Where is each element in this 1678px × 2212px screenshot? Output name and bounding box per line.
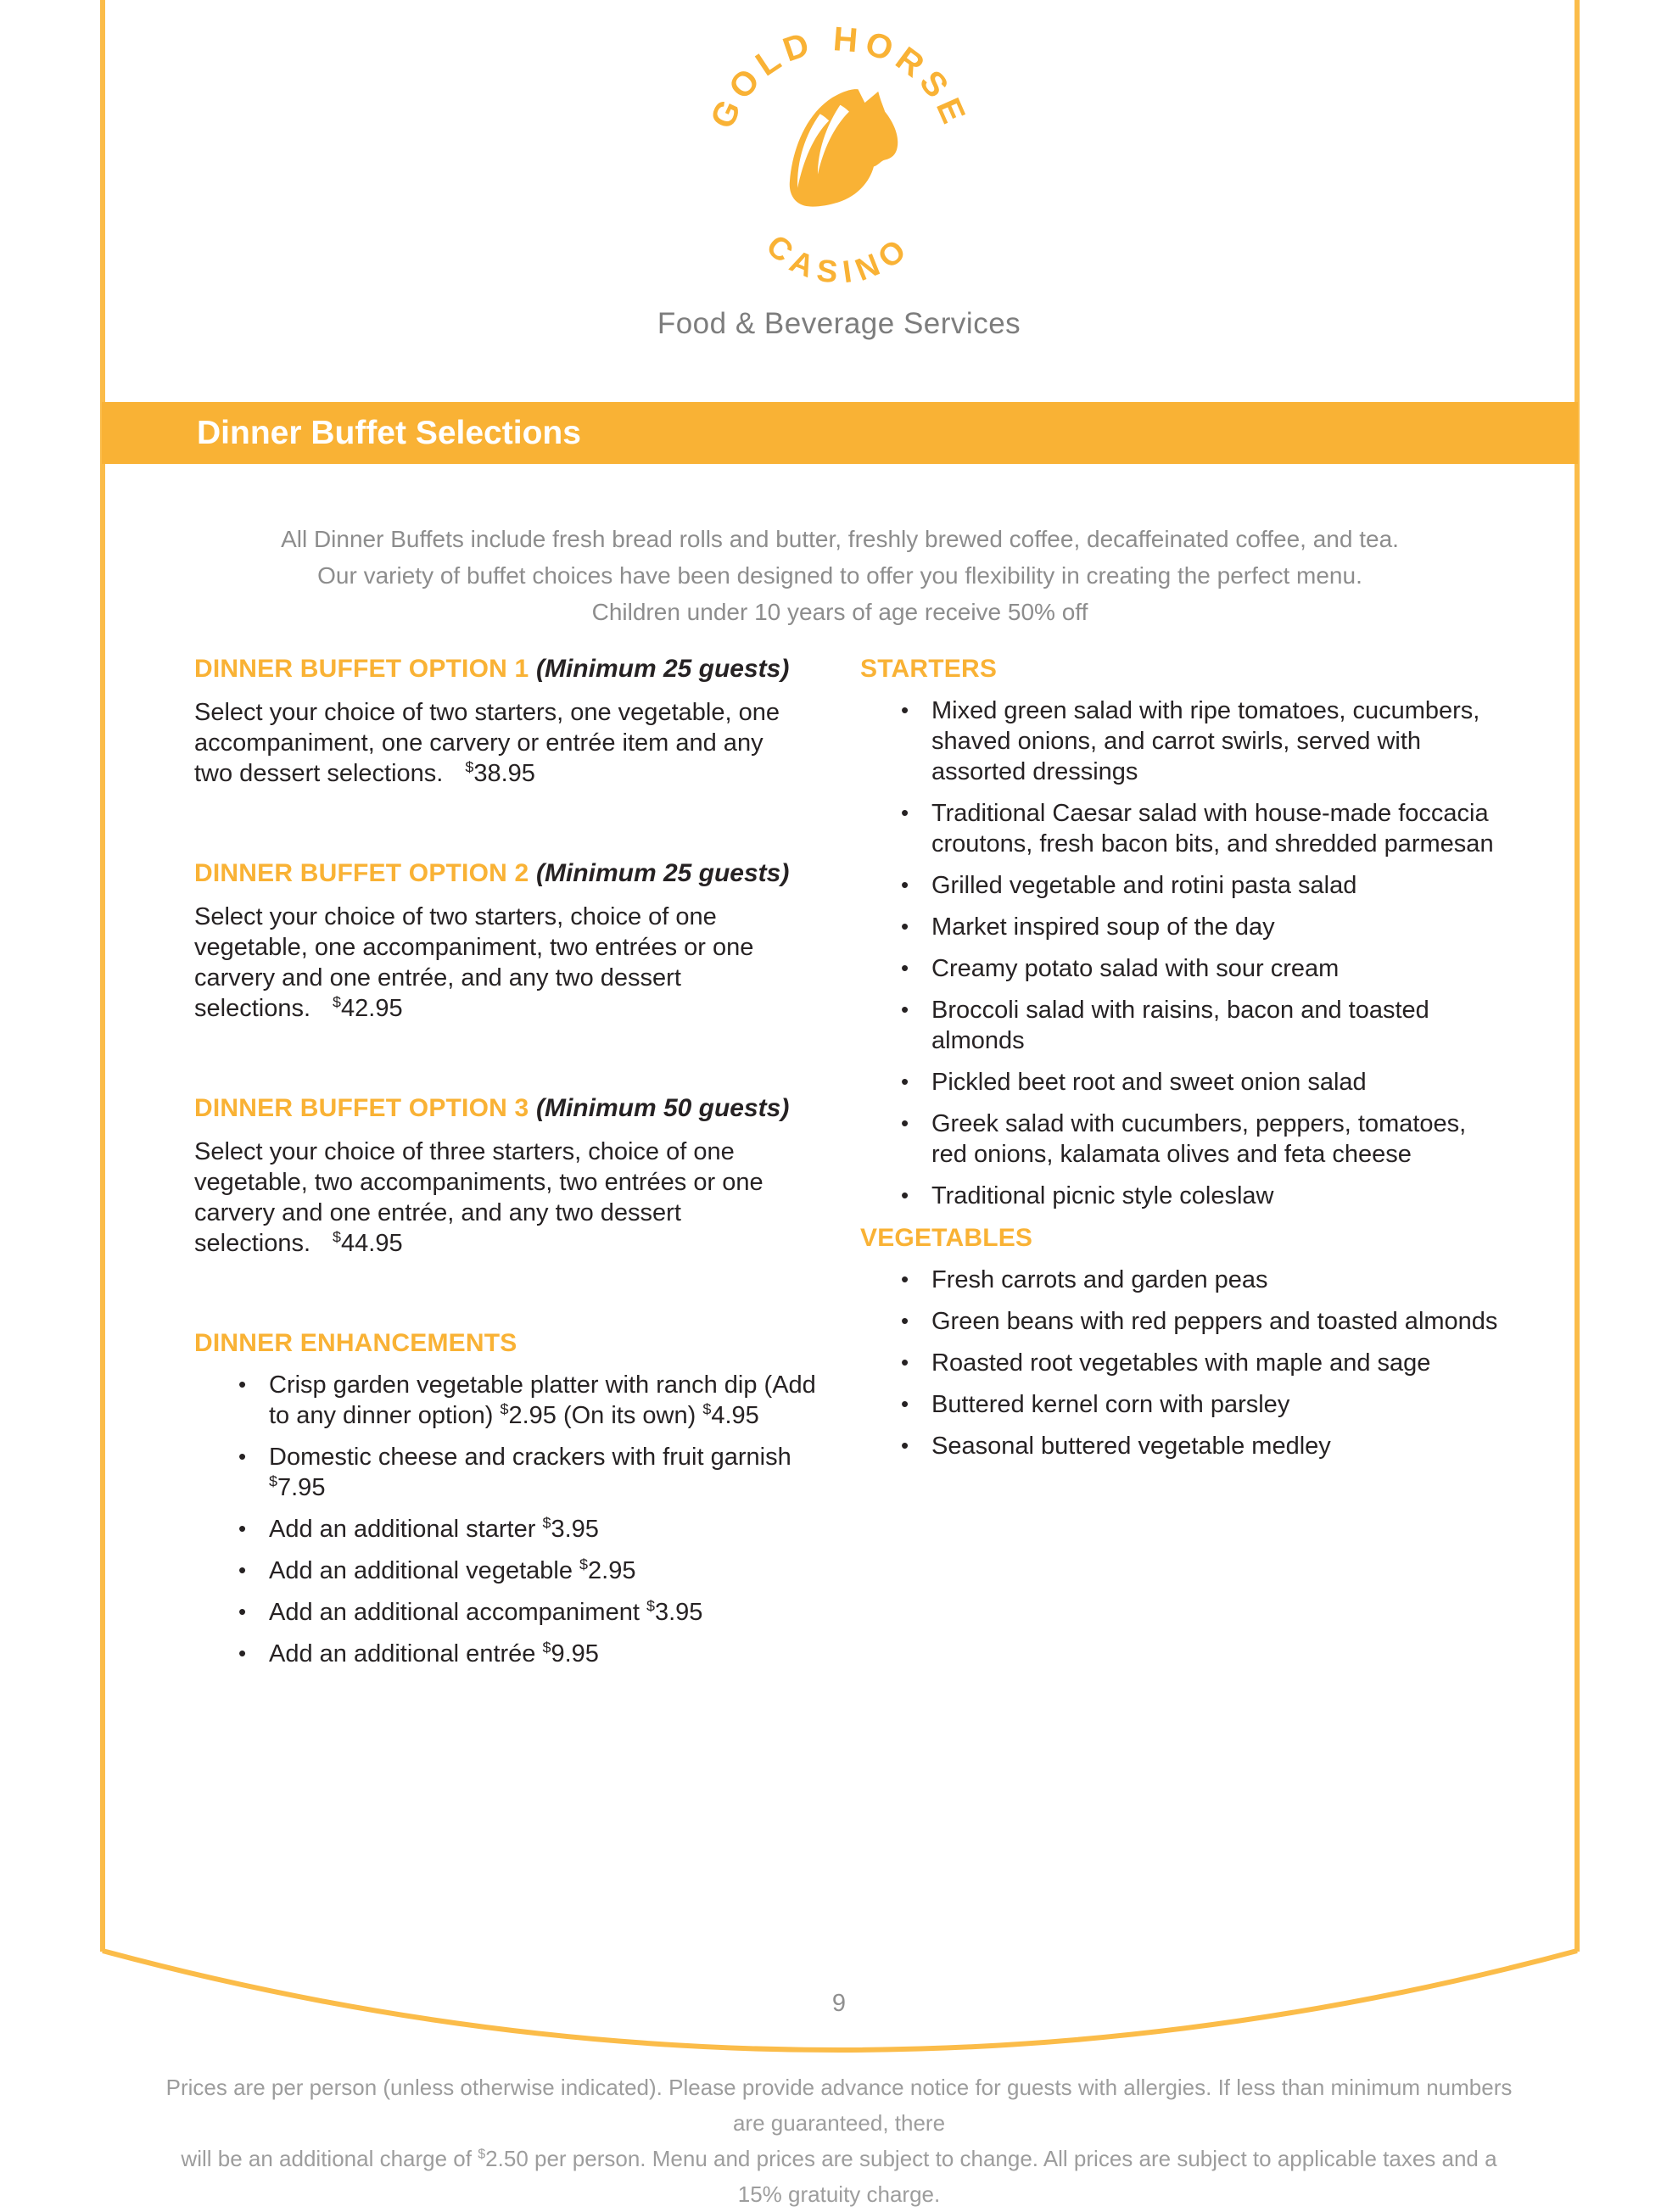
- option3-price: $44.95: [333, 1228, 403, 1257]
- bullet-icon: •: [238, 1371, 247, 1397]
- footer-disclaimer: [160, 2070, 1518, 2212]
- option1-title: DINNER BUFFET OPTION 1: [194, 655, 529, 683]
- bullet-icon: •: [901, 1349, 909, 1375]
- option3-heading: [194, 1092, 826, 1125]
- option2-heading: [194, 857, 826, 890]
- option2-minimum: (Minimum 25 guests): [535, 859, 790, 887]
- bullet-icon: •: [238, 1557, 247, 1583]
- horse-head-icon: [790, 89, 898, 207]
- bullet-icon: •: [901, 913, 909, 939]
- menu-item: • Green beans with red peppers and toasted almonds: [860, 1306, 1501, 1337]
- bullet-icon: •: [901, 1069, 909, 1094]
- menu-item: • Crisp garden vegetable platter with ranch dip (Add to any dinner option) $2.95 (On its own) $4.95: [194, 1370, 826, 1431]
- menu-item: • Domestic cheese and crackers with fruit garnish $7.95: [194, 1442, 826, 1503]
- bullet-icon: •: [901, 1110, 909, 1136]
- logo-arc-top-text: GOLD HORSE: [703, 25, 975, 134]
- bullet-icon: •: [238, 1444, 247, 1469]
- department-subtitle: Food & Beverage Services: [657, 307, 1021, 340]
- intro-paragraph: [102, 521, 1578, 630]
- logo-arc-bottom-text: CASINO: [759, 227, 919, 291]
- menu-item: • Add an additional vegetable $2.95: [238, 1556, 636, 1584]
- menu-item: • Roasted root vegetables with maple and sage: [860, 1348, 1501, 1378]
- menu-item: • Mixed green salad with ripe tomatoes, cucumbers, shaved onions, and carrot swirls, served with assorted dressings: [860, 695, 1501, 787]
- bullet-icon: •: [901, 1391, 909, 1416]
- intro-line: Our variety of buffet choices have been designed to offer you flexibility in creating the perfect menu.: [317, 562, 1362, 589]
- option2-title: DINNER BUFFET OPTION 2: [194, 859, 529, 887]
- bullet-icon: •: [238, 1516, 247, 1541]
- option1-price: $38.95: [465, 758, 535, 787]
- enhancements-list: [194, 1370, 826, 1669]
- menu-item: • Creamy potato salad with sour cream: [860, 953, 1501, 984]
- option1-heading: [194, 653, 826, 685]
- option2-price: $42.95: [333, 993, 403, 1022]
- vegetables-heading: VEGETABLES: [860, 1224, 1033, 1252]
- option3-title: DINNER BUFFET OPTION 3: [194, 1094, 529, 1122]
- menu-item: • Traditional Caesar salad with house-made foccacia croutons, fresh bacon bits, and shredded parmesan: [860, 798, 1501, 859]
- starters-heading: STARTERS: [860, 655, 998, 683]
- menu-item: • Broccoli salad with raisins, bacon and toasted almonds: [860, 995, 1501, 1056]
- bullet-icon: •: [901, 1266, 909, 1292]
- bullet-icon: •: [901, 697, 909, 723]
- logo-svg: [695, 25, 983, 297]
- menu-item: • Fresh carrots and garden peas: [860, 1265, 1501, 1295]
- menu-item: • Add an additional entrée $9.95: [238, 1639, 599, 1667]
- bullet-icon: •: [238, 1640, 247, 1666]
- option3-minimum: (Minimum 50 guests): [535, 1094, 790, 1122]
- svg-text:CASINO: [760, 228, 919, 290]
- bullet-icon: •: [901, 800, 909, 825]
- page-number: 9: [831, 1990, 847, 2017]
- bullet-icon: •: [238, 1599, 247, 1624]
- menu-item: • Add an additional starter $3.95: [238, 1514, 599, 1543]
- bullet-icon: •: [901, 997, 909, 1022]
- vegetables-list: [860, 1265, 1501, 1461]
- bullet-icon: •: [901, 1433, 909, 1458]
- bullet-icon: •: [901, 1308, 909, 1333]
- option3-description: Select your choice of three starters, choice of one vegetable, two accompaniments, two entrées or one carvery and one entrée, and any two dessert selections. $44.95: [194, 1138, 763, 1257]
- left-column: [194, 653, 826, 1680]
- option1-description: Select your choice of two starters, one vegetable, one accompaniment, one carvery or entrée item and any two dessert selections. $38.95: [194, 699, 780, 787]
- page-title: Dinner Buffet Selections: [197, 415, 581, 451]
- menu-item: • Traditional picnic style coleslaw: [860, 1181, 1501, 1211]
- menu-item: • Greek salad with cucumbers, peppers, tomatoes, red onions, kalamata olives and feta cheese: [860, 1109, 1501, 1170]
- gold-horse-casino-logo: [695, 25, 983, 297]
- footer-line: will be an additional charge of $2.50 per person. Menu and prices are subject to change. All prices are subject to applicable taxes and a 15% gratuity charge.: [181, 2146, 1497, 2207]
- bullet-icon: •: [901, 872, 909, 897]
- starters-list: [860, 695, 1501, 1211]
- menu-item: • Grilled vegetable and rotini pasta salad: [860, 870, 1501, 901]
- right-column: [860, 653, 1501, 1472]
- section-banner: [102, 402, 1578, 464]
- menu-item: • Buttered kernel corn with parsley: [860, 1389, 1501, 1420]
- intro-line: Children under 10 years of age receive 50% off: [591, 599, 1088, 625]
- enhancements-heading: DINNER ENHANCEMENTS: [194, 1329, 517, 1357]
- intro-line: All Dinner Buffets include fresh bread rolls and butter, freshly brewed coffee, decaffeinated coffee, and tea.: [281, 526, 1399, 552]
- menu-item: • Seasonal buttered vegetable medley: [860, 1431, 1501, 1461]
- option1-minimum: (Minimum 25 guests): [535, 655, 790, 683]
- menu-item: • Market inspired soup of the day: [860, 912, 1501, 942]
- menu-item: • Pickled beet root and sweet onion salad: [860, 1067, 1501, 1098]
- option2-description: Select your choice of two starters, choice of one vegetable, one accompaniment, two entrées or one carvery and one entrée, and any two dessert selections. $42.95: [194, 903, 754, 1022]
- bullet-icon: •: [901, 1182, 909, 1208]
- footer-line: Prices are per person (unless otherwise indicated). Please provide advance notice for guests with allergies. If less than minimum numbers are guaranteed, there: [165, 2075, 1513, 2136]
- bullet-icon: •: [901, 955, 909, 980]
- menu-item: • Add an additional accompaniment $3.95: [238, 1597, 703, 1626]
